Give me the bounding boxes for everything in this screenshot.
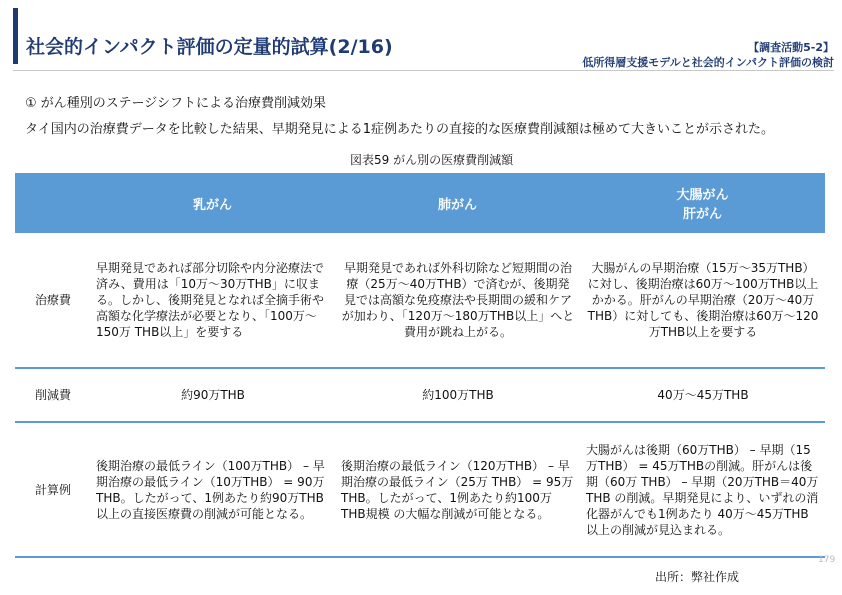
- table-cell: 後期治療の最低ライン（100万THB） – 早期治療の最低ライン（10万THB） = 90万THB。したがって、1例あたり約90万THB以上の直接医療費の削減が可能となる。: [90, 422, 335, 557]
- cost-reduction-table: [15, 173, 825, 558]
- table-header-corner: [15, 173, 90, 233]
- header-divider: [13, 70, 834, 71]
- table-cell: 早期発見であれば外科切除など短期間の治療（25万～40万THB）で済むが、後期発見では高額な免疫療法や長期間の緩和ケアが加わり、「120万～180万THB以上」へと費用が跳ね上がる。: [335, 233, 580, 368]
- page-title: 社会的インパクト評価の定量的試算(2/16): [26, 36, 393, 58]
- activity-tag: [582, 40, 834, 70]
- table-cell: 後期治療の最低ライン（120万THB） – 早期治療の最低ライン（25万 THB） = 95万 THB。したがって、1例あたり約100万THB規模 の大幅な削減が可能となる。: [335, 422, 580, 557]
- table-cell: 40万～45万THB: [580, 368, 825, 422]
- table-cell: 大腸がんは後期（60万THB） – 早期（15万THB） = 45万THBの削減。肝がんは後期（60万 THB） – 早期（20万THB＝40万THB の削減。早期発見により、いずれの消化器がんでも1例あたり 40万～45万THB以上の削減が見込まれる。: [580, 422, 825, 557]
- table-row: [15, 422, 825, 557]
- table-row: [15, 233, 825, 368]
- table-header-row: [15, 173, 825, 233]
- table-header-breast-cancer: 乳がん: [90, 173, 335, 233]
- table-cell: 早期発見であれば部分切除や内分泌療法で済み、費用は「10万～30万THB」に収まる。しかし、後期発見となれば全摘手術や高額な化学療法が必要となり、「100万～150万 THB以上」を要する: [90, 233, 335, 368]
- source-note: 出所：弊社作成: [655, 570, 740, 584]
- table-header-colorectal-liver-cancer: 大腸がん 肝がん: [580, 173, 825, 233]
- title-accent-bar: [13, 8, 18, 64]
- table-header-lung-cancer: 肺がん: [335, 173, 580, 233]
- row-label-reduction: 削減費: [15, 368, 90, 422]
- table-caption: 図表59 がん別の医療費削減額: [350, 153, 514, 167]
- table-cell: 大腸がんの早期治療（15万～35万THB）に対し、後期治療は60万～100万THB以上かかる。肝がんの早期治療（20万～40万THB）に対しても、後期治療は60万～120万THB以上を要する: [580, 233, 825, 368]
- activity-tag-line1: 【調査活動5-2】: [748, 41, 834, 54]
- row-label-calculation-example: 計算例: [15, 422, 90, 557]
- page-number: 179: [818, 555, 836, 565]
- table-cell: 約90万THB: [90, 368, 335, 422]
- table-row: [15, 368, 825, 422]
- table-cell: 約100万THB: [335, 368, 580, 422]
- row-label-treatment-cost: 治療費: [15, 233, 90, 368]
- section-paragraph: タイ国内の治療費データを比較した結果、早期発見による1症例あたりの直接的な医療費削減額は極めて大きいことが示された。: [25, 122, 775, 137]
- activity-tag-line2: 低所得層支援モデルと社会的インパクト評価の検討: [582, 56, 834, 69]
- section-subheading: ① がん種別のステージシフトによる治療費削減効果: [25, 96, 326, 111]
